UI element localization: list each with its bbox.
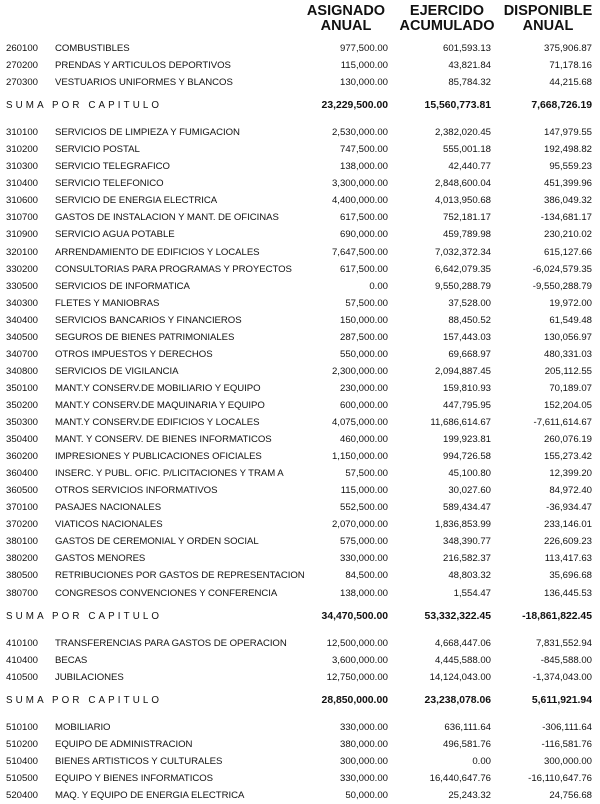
account-code: 340500: [6, 331, 39, 343]
asignado-value: 12,500,000.00: [326, 637, 388, 649]
header-ejercido-line1: EJERCIDO: [409, 3, 485, 19]
ejercido-value: 14,124,043.00: [429, 671, 491, 683]
disponible-value: 7,668,726.19: [531, 100, 592, 112]
table-row: [0, 244, 600, 261]
account-code: 310600: [6, 195, 39, 207]
ejercido-value: 0.00: [472, 755, 491, 767]
asignado-value: 330,000.00: [339, 772, 388, 784]
ejercido-value: 48,803.32: [448, 570, 491, 582]
asignado-value: 460,000.00: [339, 434, 388, 446]
disponible-value: 226,609.23: [543, 536, 592, 548]
account-description: SERVICIOS DE VIGILANCIA: [55, 365, 179, 377]
header-asignado-line2: ANUAL: [320, 18, 372, 34]
ejercido-value: 216,582.37: [442, 553, 491, 565]
disponible-value: 71,178.16: [549, 60, 592, 72]
ejercido-value: 9,550,288.79: [434, 280, 491, 292]
disponible-value: 192,498.82: [543, 144, 592, 156]
header-disponible: [500, 4, 596, 40]
asignado-value: 57,500.00: [345, 297, 388, 309]
summary-label: SUMA POR CAPITULO: [6, 610, 163, 622]
disponible-value: -7,611,614.67: [533, 417, 592, 428]
account-description: EQUIPO Y BIENES INFORMATICOS: [55, 772, 213, 784]
summary-label: SUMA POR CAPITULO: [6, 100, 163, 112]
asignado-value: 330,000.00: [339, 553, 388, 565]
disponible-value: 152,204.05: [543, 399, 592, 411]
ejercido-value: 4,445,588.00: [434, 654, 491, 666]
account-description: RETRIBUCIONES POR GASTOS DE REPRESENTACION: [55, 570, 305, 582]
ejercido-value: 23,238,078.06: [424, 694, 491, 706]
account-code: 350300: [6, 417, 39, 428]
disponible-value: 84,972.40: [549, 485, 592, 497]
table-row: [0, 209, 600, 226]
account-code: 340400: [6, 314, 39, 326]
disponible-value: 155,273.42: [543, 451, 592, 463]
account-code: 340700: [6, 348, 39, 360]
ejercido-value: 1,554.47: [453, 587, 491, 599]
account-description: TRANSFERENCIAS PARA GASTOS DE OPERACION: [55, 637, 287, 649]
disponible-value: 70,189.07: [549, 382, 592, 394]
asignado-value: 130,000.00: [339, 77, 388, 89]
table-row: [0, 516, 600, 533]
account-code: 270200: [6, 60, 39, 72]
disponible-value: 136,445.53: [543, 587, 592, 599]
disponible-value: 300,000.00: [543, 755, 592, 767]
summary-row: [0, 692, 600, 709]
table-row: [0, 448, 600, 465]
ejercido-value: 199,923.81: [442, 434, 491, 446]
disponible-value: -845,588.00: [540, 654, 592, 666]
table-row: [0, 414, 600, 431]
asignado-value: 1,150,000.00: [331, 451, 388, 463]
asignado-value: 380,000.00: [339, 738, 388, 750]
disponible-value: 113,417.63: [544, 553, 592, 565]
table-row: [0, 329, 600, 346]
header-disponible-line1: DISPONIBLE: [503, 3, 593, 19]
table-row: [0, 226, 600, 243]
ejercido-value: 53,332,322.45: [424, 610, 491, 622]
account-code: 520400: [6, 789, 39, 801]
asignado-value: 4,075,000.00: [331, 417, 388, 428]
account-code: 350200: [6, 399, 39, 411]
account-description: SERVICIOS BANCARIOS Y FINANCIEROS: [55, 314, 242, 326]
account-description: VESTUARIOS UNIFORMES Y BLANCOS: [55, 77, 233, 89]
disponible-value: 615,127.66: [543, 246, 592, 258]
account-description: OTROS SERVICIOS INFORMATIVOS: [55, 485, 218, 497]
account-description: SERVICIO AGUA POTABLE: [55, 229, 175, 241]
ejercido-value: 447,795.95: [442, 399, 491, 411]
account-code: 310900: [6, 229, 39, 241]
account-description: MOBILIARIO: [55, 721, 111, 733]
asignado-value: 977,500.00: [339, 43, 388, 54]
table-row: [0, 380, 600, 397]
ejercido-value: 7,032,372.34: [434, 246, 491, 258]
account-code: 350100: [6, 382, 39, 394]
asignado-value: 34,470,500.00: [321, 610, 388, 622]
account-description: SERVICIO POSTAL: [55, 144, 140, 156]
account-description: GASTOS DE CEREMONIAL Y ORDEN SOCIAL: [55, 536, 259, 548]
table-row: [0, 40, 600, 57]
account-description: IMPRESIONES Y PUBLICACIONES OFICIALES: [55, 451, 262, 463]
ejercido-value: 1,836,853.99: [434, 519, 491, 531]
summary-row: [0, 608, 600, 625]
disponible-value: 61,549.48: [549, 314, 592, 326]
table-row: [0, 312, 600, 329]
ejercido-value: 37,528.00: [448, 297, 491, 309]
ejercido-value: 459,789.98: [442, 229, 491, 241]
ejercido-value: 4,013,950.68: [434, 195, 491, 207]
ejercido-value: 25,243.32: [448, 789, 491, 801]
account-description: SERVICIO DE ENERGIA ELECTRICA: [55, 195, 218, 207]
asignado-value: 230,000.00: [339, 382, 388, 394]
disponible-value: -6,024,579.35: [532, 263, 592, 275]
summary-label: SUMA POR CAPITULO: [6, 694, 163, 706]
account-description: MANT.Y CONSERV.DE MAQUINARIA Y EQUIPO: [55, 399, 265, 411]
account-code: 360400: [6, 468, 39, 480]
account-code: 340300: [6, 297, 39, 309]
table-row: [0, 669, 600, 686]
account-code: 410400: [6, 654, 39, 666]
asignado-value: 57,500.00: [345, 468, 388, 480]
account-description: PRENDAS Y ARTICULOS DEPORTIVOS: [55, 60, 231, 72]
ejercido-value: 2,094,887.45: [434, 365, 491, 377]
account-code: 310300: [6, 161, 39, 173]
ejercido-value: 636,111.64: [444, 721, 491, 733]
table-row: [0, 652, 600, 669]
asignado-value: 330,000.00: [339, 721, 388, 733]
account-code: 380700: [6, 587, 39, 599]
account-code: 410100: [6, 637, 39, 649]
account-description: SERVICIOS DE LIMPIEZA Y FUMIGACION: [55, 127, 240, 139]
disponible-value: 147,979.55: [543, 127, 592, 139]
ejercido-value: 45,100.80: [448, 468, 491, 480]
asignado-value: 115,000.00: [340, 485, 388, 497]
account-description: INSERC. Y PUBL. OFIC. P/LICITACIONES Y TRAM A: [55, 468, 284, 480]
asignado-value: 138,000.00: [339, 587, 388, 599]
header-ejercido-line2: ACUMULADO: [399, 18, 495, 34]
table-row: [0, 736, 600, 753]
account-description: EQUIPO DE ADMINISTRACION: [55, 738, 193, 750]
ejercido-value: 2,382,020.45: [434, 127, 491, 139]
table-row: [0, 635, 600, 652]
table-row: [0, 465, 600, 482]
account-description: SERVICIO TELEGRAFICO: [55, 161, 170, 173]
disponible-value: 233,146.01: [543, 519, 592, 531]
account-code: 320100: [6, 246, 39, 258]
header-asignado: [300, 4, 392, 40]
table-row: [0, 295, 600, 312]
header-ejercido: [398, 4, 496, 40]
asignado-value: 550,000.00: [339, 348, 388, 360]
disponible-value: 7,831,552.94: [535, 637, 592, 649]
account-code: 510100: [6, 721, 39, 733]
disponible-value: 12,399.20: [549, 468, 592, 480]
asignado-value: 617,500.00: [339, 212, 388, 224]
disponible-value: 19,972.00: [549, 297, 592, 309]
ejercido-value: 4,668,447.06: [434, 637, 491, 649]
asignado-value: 300,000.00: [339, 755, 388, 767]
account-code: 330200: [6, 263, 39, 275]
table-row: [0, 124, 600, 141]
ejercido-value: 43,821.84: [448, 60, 491, 72]
disponible-value: 386,049.32: [543, 195, 592, 207]
disponible-value: 35,696.68: [549, 570, 592, 582]
table-row: [0, 719, 600, 736]
table-row: [0, 346, 600, 363]
account-code: 380100: [6, 536, 39, 548]
summary-row: [0, 97, 600, 114]
asignado-value: 4,400,000.00: [331, 195, 388, 207]
header-disponible-line2: ANUAL: [522, 18, 574, 34]
account-code: 410500: [6, 671, 39, 683]
account-code: 340800: [6, 365, 39, 377]
disponible-value: -18,861,822.45: [522, 610, 592, 622]
ejercido-value: 42,440.77: [448, 161, 491, 173]
asignado-value: 2,300,000.00: [331, 365, 388, 377]
ejercido-value: 16,440,647.76: [429, 772, 491, 784]
table-row: [0, 141, 600, 158]
disponible-value: 480,331.03: [543, 348, 592, 360]
account-code: 330500: [6, 280, 39, 292]
disponible-value: -36,934.47: [546, 502, 592, 514]
disponible-value: 451,399.96: [543, 178, 592, 190]
account-code: 310700: [6, 212, 39, 224]
account-code: 510200: [6, 738, 39, 750]
account-description: GASTOS MENORES: [55, 553, 146, 565]
asignado-value: 600,000.00: [339, 399, 388, 411]
asignado-value: 0.00: [369, 280, 388, 292]
account-description: SERVICIOS DE INFORMATICA: [55, 280, 190, 292]
asignado-value: 3,300,000.00: [331, 178, 388, 190]
ejercido-value: 6,642,079.35: [434, 263, 491, 275]
asignado-value: 2,070,000.00: [331, 519, 388, 531]
disponible-value: -9,550,288.79: [532, 280, 592, 292]
account-code: 310100: [6, 127, 39, 139]
table-row: [0, 499, 600, 516]
ejercido-value: 589,434.47: [442, 502, 491, 514]
account-code: 380200: [6, 553, 39, 565]
account-description: MAQ. Y EQUIPO DE ENERGIA ELECTRICA: [55, 789, 245, 801]
account-code: 510500: [6, 772, 39, 784]
disponible-value: 230,210.02: [543, 229, 592, 241]
asignado-value: 552,500.00: [339, 502, 388, 514]
asignado-value: 747,500.00: [339, 144, 388, 156]
account-description: JUBILACIONES: [55, 671, 124, 683]
asignado-value: 84,500.00: [345, 570, 388, 582]
table-row: [0, 533, 600, 550]
disponible-value: 260,076.19: [543, 434, 592, 446]
ejercido-value: 15,560,773.81: [424, 100, 491, 112]
table-row: [0, 770, 600, 787]
disponible-value: 5,611,921.94: [531, 694, 592, 706]
account-description: ARRENDAMIENTO DE EDIFICIOS Y LOCALES: [55, 246, 260, 258]
asignado-value: 28,850,000.00: [321, 694, 388, 706]
account-description: FLETES Y MANIOBRAS: [55, 297, 160, 309]
table-row: [0, 74, 600, 91]
disponible-value: 205,112.55: [544, 365, 592, 377]
ejercido-value: 157,443.03: [442, 331, 491, 343]
account-description: VIATICOS NACIONALES: [55, 519, 163, 531]
table-row: [0, 192, 600, 209]
asignado-value: 115,000.00: [340, 60, 388, 72]
table-row: [0, 482, 600, 499]
disponible-value: -1,374,043.00: [532, 671, 592, 683]
account-description: BECAS: [55, 654, 88, 666]
account-code: 350400: [6, 434, 39, 446]
account-code: 360500: [6, 485, 39, 497]
account-code: 260100: [6, 43, 39, 54]
disponible-value: -306,111.64: [542, 721, 592, 733]
account-code: 370200: [6, 519, 39, 531]
ejercido-value: 2,848,600.04: [434, 178, 491, 190]
table-row: [0, 261, 600, 278]
asignado-value: 287,500.00: [339, 331, 388, 343]
disponible-value: 95,559.23: [549, 161, 592, 173]
account-description: CONSULTORIAS PARA PROGRAMAS Y PROYECTOS: [55, 263, 292, 275]
ejercido-value: 994,726.58: [442, 451, 491, 463]
asignado-value: 50,000.00: [345, 789, 388, 801]
account-description: BIENES ARTISTICOS Y CULTURALES: [55, 755, 223, 767]
table-row: [0, 158, 600, 175]
table-row: [0, 550, 600, 567]
table-row: [0, 585, 600, 602]
ejercido-value: 11,686,614.67: [430, 417, 491, 428]
asignado-value: 690,000.00: [339, 229, 388, 241]
disponible-value: 375,906.87: [543, 43, 592, 54]
disponible-value: -134,681.17: [540, 212, 592, 224]
account-description: GASTOS DE INSTALACION Y MANT. DE OFICINAS: [55, 212, 279, 224]
asignado-value: 138,000.00: [339, 161, 388, 173]
ejercido-value: 601,593.13: [442, 43, 491, 54]
account-description: PASAJES NACIONALES: [55, 502, 162, 514]
asignado-value: 2,530,000.00: [331, 127, 388, 139]
account-description: CONGRESOS CONVENCIONES Y CONFERENCIA: [55, 587, 278, 599]
asignado-value: 7,647,500.00: [331, 246, 388, 258]
account-description: OTROS IMPUESTOS Y DERECHOS: [55, 348, 213, 360]
header-asignado-line1: ASIGNADO: [306, 3, 386, 19]
disponible-value: 24,756.68: [549, 789, 592, 801]
table-row: [0, 431, 600, 448]
account-description: MANT.Y CONSERV.DE EDIFICIOS Y LOCALES: [55, 417, 260, 428]
asignado-value: 23,229,500.00: [321, 100, 388, 112]
account-code: 380500: [6, 570, 39, 582]
account-code: 310200: [6, 144, 39, 156]
disponible-value: 130,056.97: [543, 331, 592, 343]
table-row: [0, 175, 600, 192]
asignado-value: 3,600,000.00: [331, 654, 388, 666]
disponible-value: -116,581.76: [541, 738, 592, 750]
account-code: 360200: [6, 451, 39, 463]
ejercido-value: 496,581.76: [442, 738, 491, 750]
account-description: MANT. Y CONSERV. DE BIENES INFORMATICOS: [55, 434, 272, 446]
account-description: SEGUROS DE BIENES PATRIMONIALES: [55, 331, 235, 343]
account-description: SERVICIO TELEFONICO: [55, 178, 164, 190]
table-row: [0, 753, 600, 770]
disponible-value: 44,215.68: [549, 77, 592, 89]
account-code: 270300: [6, 77, 39, 89]
account-description: MANT.Y CONSERV.DE MOBILIARIO Y EQUIPO: [55, 382, 261, 394]
ejercido-value: 30,027.60: [448, 485, 491, 497]
table-row: [0, 363, 600, 380]
asignado-value: 617,500.00: [339, 263, 388, 275]
table-row: [0, 397, 600, 414]
ejercido-value: 159,810.93: [442, 382, 491, 394]
disponible-value: -16,110,647.76: [528, 772, 592, 784]
account-code: 510400: [6, 755, 39, 767]
account-code: 310400: [6, 178, 39, 190]
table-row: [0, 567, 600, 584]
asignado-value: 575,000.00: [339, 536, 388, 548]
asignado-value: 150,000.00: [339, 314, 388, 326]
account-code: 370100: [6, 502, 39, 514]
table-row: [0, 278, 600, 295]
asignado-value: 12,750,000.00: [326, 671, 388, 683]
table-row: [0, 787, 600, 804]
ejercido-value: 348,390.77: [442, 536, 491, 548]
ejercido-value: 69,668.97: [448, 348, 491, 360]
ejercido-value: 88,450.52: [448, 314, 491, 326]
ejercido-value: 555,001.18: [442, 144, 491, 156]
account-description: COMBUSTIBLES: [55, 43, 130, 54]
ejercido-value: 752,181.17: [442, 212, 491, 224]
ejercido-value: 85,784.32: [448, 77, 491, 89]
table-row: [0, 57, 600, 74]
